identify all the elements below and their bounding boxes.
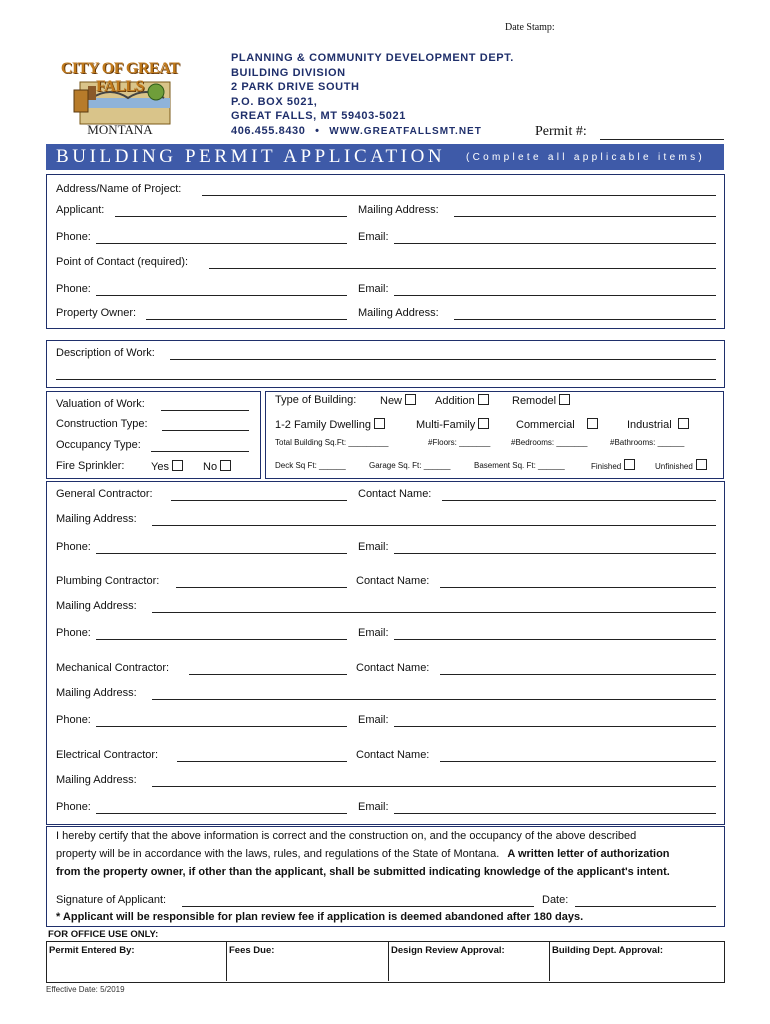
bedrooms[interactable]: #Bedrooms: _______ [511, 438, 588, 447]
electrical-email-field[interactable] [394, 813, 716, 814]
type-addition [435, 394, 489, 407]
general-phone-label: Phone: [56, 541, 91, 553]
mechanical-phone-field[interactable] [96, 726, 347, 727]
plan-review-note: * Applicant will be responsible for plan review fee if application is deemed abandoned after 180 days. [56, 911, 584, 923]
type-remodel [512, 394, 570, 407]
plumbing-mailing-field[interactable] [152, 612, 716, 613]
applicant-email-field[interactable] [394, 243, 716, 244]
electrical-contractor-label: Electrical Contractor: [56, 749, 159, 761]
certification-text [56, 827, 720, 881]
type-new-label: New [380, 395, 403, 407]
dept-phone: 406.455.8430 [231, 124, 306, 137]
sprinkler-yes [151, 460, 183, 473]
date-field[interactable] [575, 906, 716, 907]
division-name: BUILDING DIVISION [231, 66, 346, 79]
po-box: P.O. BOX 5021, [231, 95, 318, 108]
electrical-contact-label: Contact Name: [356, 749, 430, 761]
cert-line-2 [56, 845, 720, 863]
general-contact-field[interactable] [442, 500, 716, 501]
city-state-zip: GREAT FALLS, MT 59403-5021 [231, 110, 406, 122]
plumbing-email-field[interactable] [394, 639, 716, 640]
office-divider-2 [388, 941, 389, 981]
form-subtitle: (Complete all applicable items) [466, 152, 706, 163]
dept-name: PLANNING & COMMUNITY DEVELOPMENT DEPT. [231, 52, 514, 64]
valuation-label: Valuation of Work: [56, 398, 145, 410]
contact-email-label: Email: [358, 283, 389, 295]
type-addition-checkbox[interactable] [478, 394, 489, 405]
logo-bottom-text: MONTANA [87, 122, 153, 137]
type-new [380, 394, 416, 407]
occupancy-type-label: Occupancy Type: [56, 439, 141, 451]
fire-sprinkler-label: Fire Sprinkler: [56, 460, 125, 472]
cert-line-2-plain: property will be in accordance with the laws, rules, and regulations of the State of Montana. [56, 848, 500, 860]
point-of-contact-label: Point of Contact (required): [56, 256, 189, 268]
owner-mailing-field[interactable] [454, 319, 716, 320]
plumbing-phone-label: Phone: [56, 627, 91, 639]
permit-number-label: Permit #: [535, 124, 587, 139]
sprinkler-no-label: No [203, 461, 218, 473]
city-logo [50, 50, 190, 138]
contact-phone-field[interactable] [96, 295, 347, 296]
general-mailing-label: Mailing Address: [56, 513, 137, 525]
mechanical-mailing-label: Mailing Address: [56, 687, 137, 699]
applicant-phone-field[interactable] [96, 243, 347, 244]
permit-entered-by[interactable]: Permit Entered By: [49, 945, 135, 956]
dept-website[interactable]: WWW.GREATFALLSMT.NET [329, 125, 482, 137]
valuation-field[interactable] [161, 410, 249, 411]
occupancy-type-field[interactable] [151, 451, 249, 452]
effective-date: Effective Date: 5/2019 [46, 985, 125, 994]
building-type-label: Type of Building: [275, 394, 357, 406]
mailing-address-label: Mailing Address: [358, 204, 439, 216]
property-owner-label: Property Owner: [56, 307, 137, 319]
sprinkler-yes-checkbox[interactable] [172, 460, 183, 471]
finished-checkbox[interactable] [624, 459, 635, 470]
cert-line-3 [56, 863, 720, 881]
design-review-approval[interactable]: Design Review Approval: [391, 945, 505, 956]
plumbing-contractor-field[interactable] [176, 587, 347, 588]
applicant-email-label: Email: [358, 231, 389, 243]
mechanical-mailing-field[interactable] [152, 699, 716, 700]
logo-top-text: CITY OF GREAT FALLS [60, 60, 180, 95]
office-divider-1 [226, 941, 227, 981]
street-address: 2 PARK DRIVE SOUTH [231, 81, 360, 93]
cert-line-2-bold: A written letter of authorization [507, 848, 670, 860]
date-label: Date: [542, 894, 569, 906]
family-dwelling [275, 418, 385, 431]
project-address-label: Address/Name of Project: [56, 183, 182, 195]
family-dwelling-checkbox[interactable] [374, 418, 385, 429]
mechanical-contact-label: Contact Name: [356, 662, 430, 674]
form-title: BUILDING PERMIT APPLICATION [56, 146, 446, 167]
cert-line-3-bold: from the property owner, if other than the applicant, shall be submitted indicating knowledge of the applicant's intent. [56, 866, 670, 878]
commercial-label: Commercial [516, 419, 575, 431]
sprinkler-no-checkbox[interactable] [220, 460, 231, 471]
electrical-mailing-field[interactable] [152, 786, 716, 787]
unfinished-checkbox[interactable] [696, 459, 707, 470]
department-address [231, 51, 514, 139]
basement-unfinished [655, 459, 707, 471]
property-owner-field[interactable] [146, 319, 347, 320]
sprinkler-no [203, 460, 231, 473]
total-sqft[interactable]: Total Building Sq.Ft: _________ [275, 438, 389, 447]
electrical-contractor-field[interactable] [177, 761, 347, 762]
point-of-contact-field[interactable] [209, 268, 716, 269]
construction-type-field[interactable] [162, 430, 249, 431]
electrical-phone-label: Phone: [56, 801, 91, 813]
industrial-label: Industrial [627, 419, 672, 431]
mechanical-email-label: Email: [358, 714, 389, 726]
electrical-email-label: Email: [358, 801, 389, 813]
description-field-1[interactable] [170, 359, 716, 360]
mechanical-contractor-label: Mechanical Contractor: [56, 662, 170, 674]
plumbing-email-label: Email: [358, 627, 389, 639]
applicant-section [46, 174, 725, 329]
multi-family-checkbox[interactable] [478, 418, 489, 429]
industrial [627, 418, 689, 431]
office-use-title: FOR OFFICE USE ONLY: [48, 929, 159, 940]
description-label: Description of Work: [56, 347, 155, 359]
phone-web [231, 124, 514, 140]
general-phone-field[interactable] [96, 553, 347, 554]
type-new-checkbox[interactable] [405, 394, 416, 405]
general-mailing-field[interactable] [152, 525, 716, 526]
electrical-mailing-label: Mailing Address: [56, 774, 137, 786]
mechanical-email-field[interactable] [394, 726, 716, 727]
general-contractor-field[interactable] [171, 500, 347, 501]
mailing-address-field[interactable] [454, 216, 716, 217]
garage-sqft[interactable]: Garage Sq. Ft: ______ [369, 461, 451, 470]
type-remodel-checkbox[interactable] [559, 394, 570, 405]
multi-family [416, 418, 489, 431]
plumbing-contact-label: Contact Name: [356, 575, 430, 587]
unfinished-label: Unfinished [655, 462, 693, 471]
fees-due[interactable]: Fees Due: [229, 945, 275, 956]
owner-mailing-label: Mailing Address: [358, 307, 439, 319]
mechanical-phone-label: Phone: [56, 714, 91, 726]
bullet-separator: • [315, 124, 320, 137]
floors[interactable]: #Floors: _______ [428, 438, 491, 447]
date-stamp-label: Date Stamp: [505, 22, 555, 33]
general-contractor-label: General Contractor: [56, 488, 153, 500]
bathrooms[interactable]: #Bathrooms: ______ [610, 438, 685, 447]
electrical-contact-field[interactable] [440, 761, 716, 762]
plumbing-phone-field[interactable] [96, 639, 347, 640]
mechanical-contact-field[interactable] [440, 674, 716, 675]
mechanical-contractor-field[interactable] [189, 674, 347, 675]
project-address-field[interactable] [202, 195, 716, 196]
deck-sqft[interactable]: Deck Sq Ft: ______ [275, 461, 346, 470]
basement-sqft[interactable]: Basement Sq. Ft: ______ [474, 461, 565, 470]
cert-line-1: I hereby certify that the above information is correct and the construction on, and the occupancy of the above described [56, 830, 637, 842]
industrial-checkbox[interactable] [678, 418, 689, 429]
office-divider-3 [549, 941, 550, 981]
applicant-field[interactable] [115, 216, 347, 217]
construction-type-label: Construction Type: [56, 418, 148, 430]
family-dwelling-label: 1-2 Family Dwelling [275, 419, 371, 431]
finished-label: Finished [591, 462, 622, 471]
building-dept-approval[interactable]: Building Dept. Approval: [552, 945, 664, 956]
contact-email-field[interactable] [394, 295, 716, 296]
basement-finished [591, 459, 635, 471]
applicant-phone-label: Phone: [56, 231, 91, 243]
plumbing-contractor-label: Plumbing Contractor: [56, 575, 160, 587]
contractors-section [46, 481, 725, 825]
general-email-field[interactable] [394, 553, 716, 554]
type-addition-label: Addition [435, 395, 475, 407]
contact-phone-label: Phone: [56, 283, 91, 295]
applicant-label: Applicant: [56, 204, 105, 216]
sprinkler-yes-label: Yes [151, 461, 169, 473]
general-contact-label: Contact Name: [358, 488, 432, 500]
general-email-label: Email: [358, 541, 389, 553]
commercial [516, 418, 598, 431]
signature-label: Signature of Applicant: [56, 894, 167, 906]
description-field-2[interactable] [56, 379, 716, 380]
signature-field[interactable] [182, 906, 534, 907]
permit-number-field[interactable] [600, 139, 724, 140]
type-remodel-label: Remodel [512, 395, 557, 407]
multi-family-label: Multi-Family [416, 419, 476, 431]
commercial-checkbox[interactable] [587, 418, 598, 429]
plumbing-mailing-label: Mailing Address: [56, 600, 137, 612]
plumbing-contact-field[interactable] [440, 587, 716, 588]
electrical-phone-field[interactable] [96, 813, 347, 814]
